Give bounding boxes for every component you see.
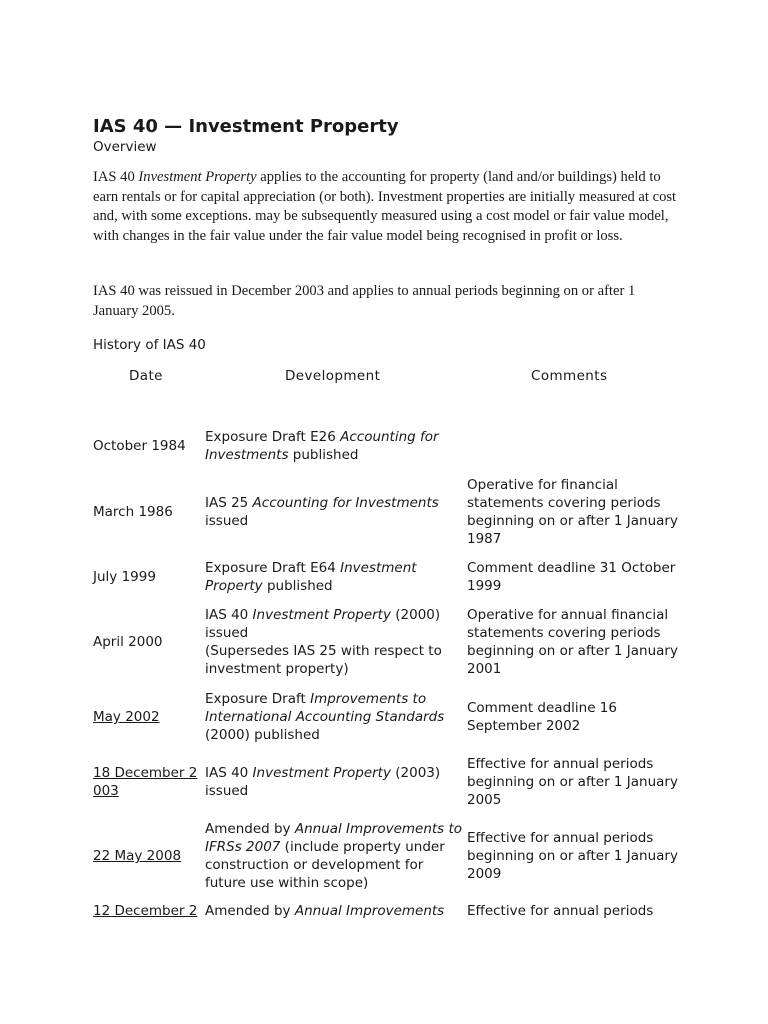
intro-italic-title: Investment Property bbox=[138, 169, 257, 185]
row-comment: Effective for annual periods bbox=[467, 903, 654, 919]
dev-prefix: IAS 40 bbox=[205, 765, 253, 781]
dev-prefix: IAS 40 bbox=[205, 607, 253, 623]
dev-prefix: Exposure Draft bbox=[205, 691, 311, 707]
table-row bbox=[93, 605, 683, 679]
row-development bbox=[205, 820, 467, 892]
dev-italic: Investment Property bbox=[205, 560, 417, 594]
row-date: March 1986 bbox=[93, 504, 173, 520]
row-development bbox=[205, 764, 467, 800]
dev-suffix: published bbox=[288, 447, 359, 463]
dev-prefix: Exposure Draft E26 bbox=[205, 429, 341, 445]
table-row bbox=[93, 558, 683, 596]
column-header-development: Development bbox=[285, 368, 381, 384]
dev-italic: Annual Improvements bbox=[294, 903, 445, 919]
row-development bbox=[205, 606, 467, 678]
dev-prefix: IAS 25 bbox=[205, 495, 253, 511]
row-comment: Effective for annual periods beginning on or after 1 January 2009 bbox=[467, 830, 678, 882]
row-development bbox=[205, 428, 467, 464]
dev-note: (Supersedes IAS 25 with respect to investment property) bbox=[205, 643, 442, 677]
row-date-link[interactable]: May 2002 bbox=[93, 709, 160, 725]
dev-suffix: published bbox=[262, 578, 333, 594]
reissue-paragraph: IAS 40 was reissued in December 2003 and applies to annual periods beginning on or after 1 January 2005. bbox=[93, 283, 636, 319]
dev-italic: Investment Property bbox=[252, 765, 391, 781]
dev-italic: Improvements to International Accounting Standards bbox=[205, 691, 445, 725]
dev-italic: Accounting for Investments bbox=[252, 495, 439, 511]
dev-italic: Annual Improvements to IFRSs 2007 bbox=[205, 821, 463, 855]
intro-rest: applies to the accounting for property (land and/or buildings) held to earn rentals or for capital appreciation (or both). Investment properties are initially measured at cost and, with some exceptions. may be subsequently measured using a cost model or fair value model, with changes in the fair value under the fair value model being recognised in profit or loss. bbox=[93, 169, 677, 244]
row-comment: Effective for annual periods beginning on or after 1 January 2005 bbox=[467, 756, 678, 808]
table-row bbox=[93, 427, 683, 465]
row-comment: Operative for annual financial statements covering periods beginning on or after 1 January 2001 bbox=[467, 607, 678, 677]
dev-italic: Investment Property bbox=[252, 607, 391, 623]
history-heading: History of IAS 40 bbox=[93, 337, 206, 353]
dev-suffix: issued bbox=[205, 513, 249, 529]
row-date: October 1984 bbox=[93, 438, 186, 454]
dev-prefix: Amended by bbox=[205, 903, 295, 919]
dev-prefix: Exposure Draft E64 bbox=[205, 560, 341, 576]
table-row bbox=[93, 689, 683, 745]
dev-suffix: (2000) issued bbox=[205, 607, 441, 641]
intro-paragraph bbox=[93, 168, 683, 246]
dev-suffix: (2000) published bbox=[205, 727, 320, 743]
row-development bbox=[205, 559, 467, 595]
row-development bbox=[205, 494, 467, 530]
table-row bbox=[93, 754, 683, 810]
table-row bbox=[93, 475, 683, 549]
dev-italic: Accounting for Investments bbox=[205, 429, 439, 463]
column-header-comments: Comments bbox=[531, 368, 608, 384]
dev-suffix: (include property under construction or development for future use within scope) bbox=[205, 839, 445, 891]
dev-prefix: Amended by bbox=[205, 821, 295, 837]
intro-prefix: IAS 40 bbox=[93, 169, 139, 185]
row-date: July 1999 bbox=[93, 569, 156, 585]
column-header-date: Date bbox=[129, 368, 163, 384]
dev-suffix: (2003) issued bbox=[205, 765, 441, 799]
row-comment: Operative for financial statements covering periods beginning on or after 1 January 1987 bbox=[467, 477, 678, 547]
row-date-link[interactable]: 18 December 2003 bbox=[93, 765, 198, 799]
row-development bbox=[205, 902, 467, 920]
row-date-link[interactable]: 12 December 2 bbox=[93, 903, 198, 919]
row-comment: Comment deadline 31 October 1999 bbox=[467, 560, 676, 594]
table-row bbox=[93, 902, 683, 922]
document-title: IAS 40 — Investment Property bbox=[93, 116, 399, 137]
row-date-link[interactable]: 22 May 2008 bbox=[93, 848, 182, 864]
document-subtitle: Overview bbox=[93, 139, 157, 155]
row-comment: Comment deadline 16 September 2002 bbox=[467, 700, 617, 734]
row-date: April 2000 bbox=[93, 634, 163, 650]
row-development bbox=[205, 690, 467, 744]
table-row bbox=[93, 819, 683, 893]
